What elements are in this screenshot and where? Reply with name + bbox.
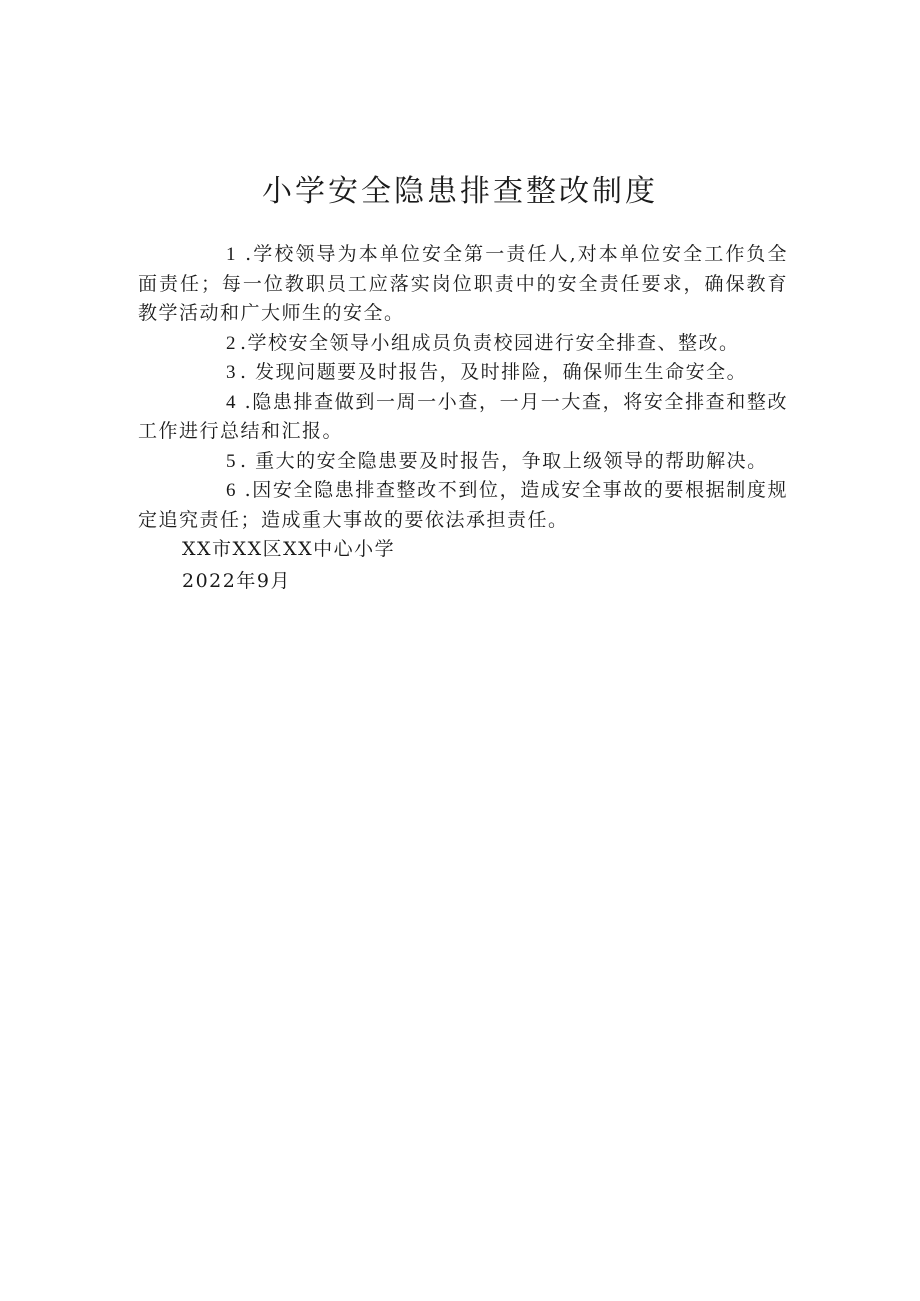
document-date: 2022年9月 [182, 569, 291, 592]
item-text: . 重大的安全隐患要及时报告，争取上级领导的帮助解决。 [240, 449, 768, 472]
item-text: .因安全隐患排查整改不到位，造成安全事故的要根据制度规定追究责任；造成重大事故的要依法承担责任。 [138, 479, 788, 531]
item-text: .隐患排查做到一周一小查，一月一大查，将安全排查和整改工作进行总结和汇报。 [138, 390, 788, 442]
document-body [138, 240, 788, 596]
item-number: 5 [226, 450, 237, 472]
item-number: 6 [226, 480, 237, 501]
signature: XX市XX区XX中心小学 [182, 538, 396, 560]
list-item [138, 240, 788, 329]
list-item [138, 358, 788, 388]
item-number: 1 [226, 244, 237, 265]
item-text: .学校安全领导小组成员负责校园进行安全排查、整改。 [240, 331, 740, 354]
item-text: . 发现问题要及时报告，及时排险，确保师生生命安全。 [240, 361, 748, 383]
item-text: .学校领导为本单位安全第一责任人,对本单位安全工作负全面责任；每一位教职员工应落实岗位职责中的安全责任要求，确保教育教学活动和广大师生的安全。 [138, 243, 788, 324]
list-item [138, 329, 788, 359]
item-number: 2 [226, 332, 237, 354]
list-item [138, 476, 788, 535]
item-number: 3 [226, 362, 237, 383]
item-number: 4 [226, 391, 237, 413]
document-title: 小学安全隐患排查整改制度 [262, 174, 658, 209]
list-item [138, 388, 788, 447]
list-item [138, 447, 788, 477]
